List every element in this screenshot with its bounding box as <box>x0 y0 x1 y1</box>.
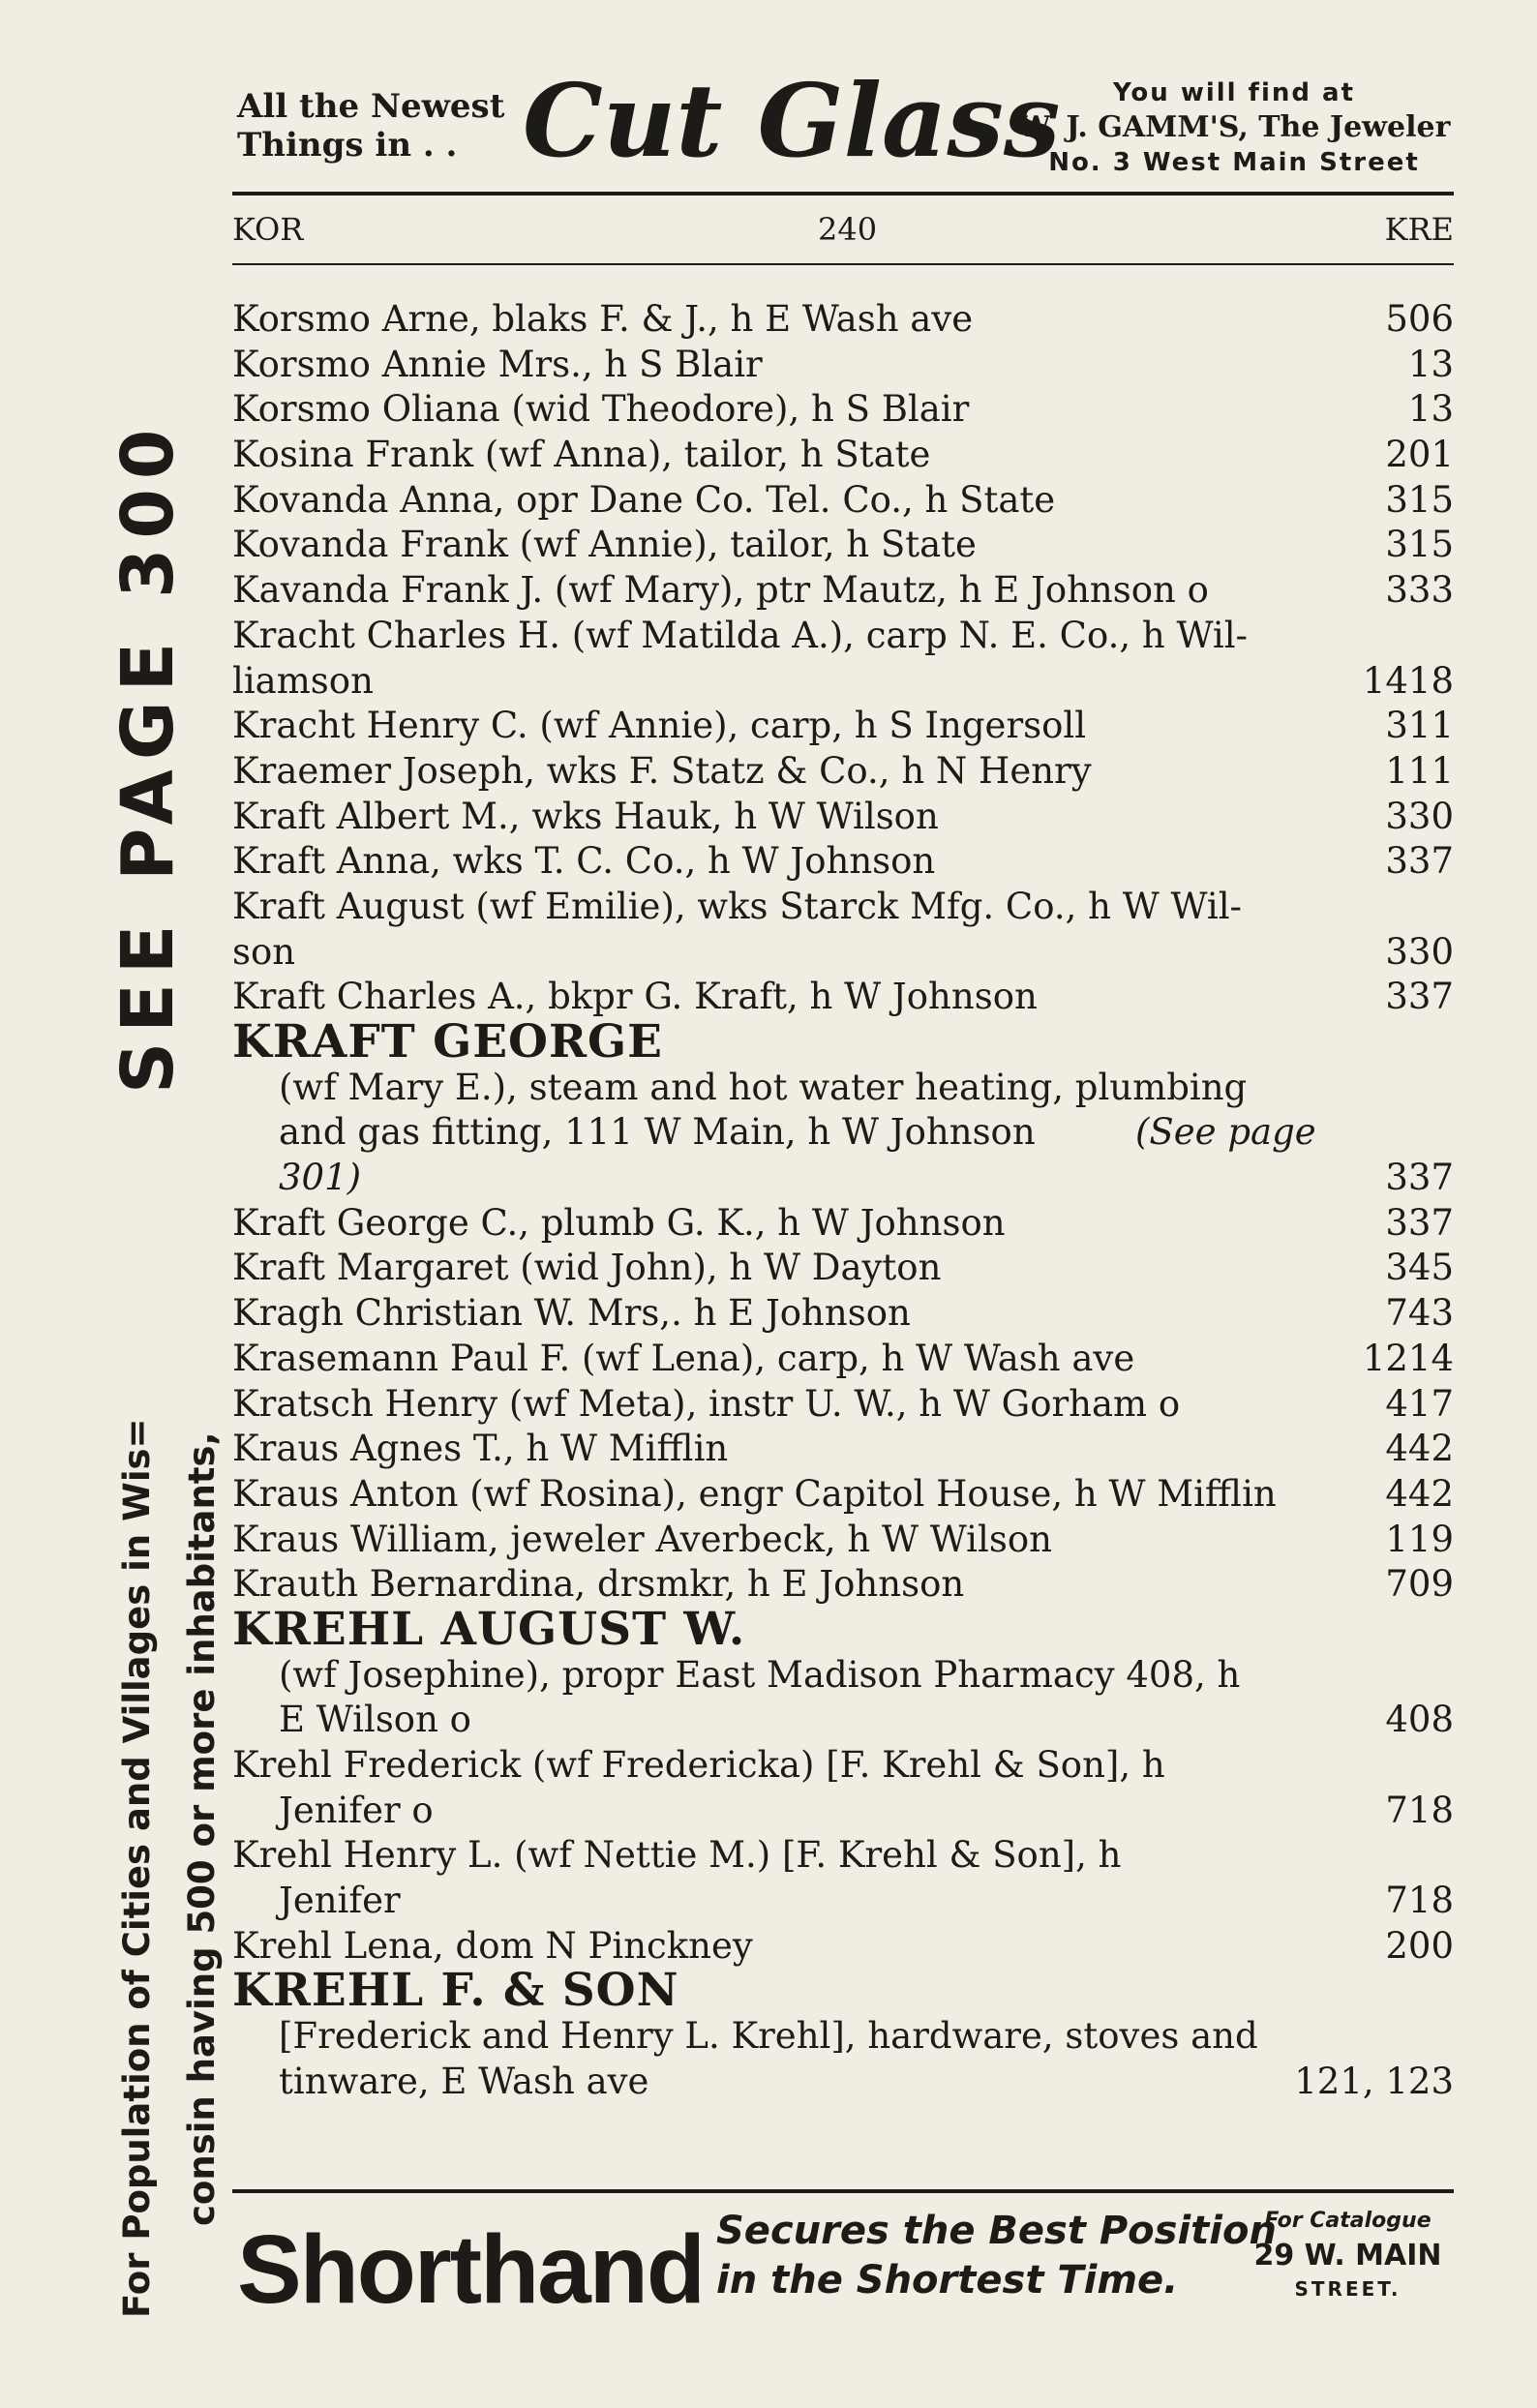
listing-text-main: E Wilson o <box>279 1699 471 1741</box>
listing-text-main: Kraft Albert M., wks Hauk, h W Wilson <box>232 795 939 837</box>
listing-text <box>232 1518 1052 1563</box>
listing-number: 315 <box>1385 478 1454 521</box>
listing-line <box>232 478 1454 524</box>
listing-text <box>232 568 1209 614</box>
top-ad-right-line-3: No. 3 West Main Street <box>1048 148 1420 177</box>
listing-text-main: Kracht Henry C. (wf Annie), carp, h S Ingersoll <box>232 705 1087 747</box>
listing-line <box>232 1427 1454 1472</box>
listing-text-main: Kratsch Henry (wf Meta), instr U. W., h W Gorham o <box>232 1382 1181 1425</box>
listing-text <box>279 1653 1240 1699</box>
top-ad-title: Cut Glass <box>523 61 1061 180</box>
listing-text-main: Krehl Frederick (wf Fredericka) [F. Krehl & Son], h <box>232 1744 1165 1786</box>
sidebar-population-line-1: For Population of Cities and Villages in Wis= <box>116 1418 158 2318</box>
top-ad-right-line-2: W. J. GAMM'S, The Jeweler <box>1017 110 1451 144</box>
listing-line <box>232 885 1454 930</box>
listing-line <box>232 1924 1454 1970</box>
listing-number: 111 <box>1385 749 1454 792</box>
listing-text-main: KREHL F. & SON <box>232 1964 679 2018</box>
listing-text-main: Korsmo Oliana (wid Theodore), h S Blair <box>232 388 970 431</box>
listing-text-main: Kraus Agnes T., h W Mifflin <box>232 1428 729 1470</box>
listing-text <box>232 885 1242 930</box>
listing-number: 119 <box>1385 1518 1454 1560</box>
listing-text <box>232 614 1248 659</box>
listing-line <box>232 1066 1454 1111</box>
listing-number: 1214 <box>1362 1337 1454 1379</box>
listing-number: 337 <box>1385 1157 1454 1199</box>
sidebar-see-page: SEE PAGE 300 <box>106 419 190 1094</box>
listing-text <box>232 704 1086 749</box>
listing-text <box>279 2014 1258 2060</box>
top-ad-right <box>1011 75 1457 180</box>
listing-number: 506 <box>1385 298 1454 340</box>
listing-text-main: KRAFT GEORGE <box>232 1015 664 1069</box>
listing-number: 330 <box>1385 795 1454 837</box>
listing-text-main: Kosina Frank (wf Anna), tailor, h State <box>232 434 931 476</box>
listing-text <box>232 659 374 705</box>
listing-line <box>232 433 1454 478</box>
bottom-ad-right-line-1: For Catalogue <box>1264 2209 1432 2233</box>
listing-number: 442 <box>1385 1472 1454 1515</box>
bottom-ad-right-line-3: STREET. <box>1294 2277 1401 2301</box>
listing-number: 1418 <box>1362 659 1454 702</box>
listing-text <box>279 1789 434 1834</box>
listing-heading <box>232 1015 1454 1069</box>
listing-line <box>232 1291 1454 1337</box>
top-ad-left-line-2: Things in . . <box>237 126 458 165</box>
listing-line <box>232 2014 1454 2060</box>
bottom-ad-tagline-line-1: Secures the Best Position <box>716 2209 1277 2253</box>
listing-line <box>232 749 1454 795</box>
listing-text-main: liamson <box>232 659 374 702</box>
listing-number: 337 <box>1385 840 1454 883</box>
listing-text <box>232 1427 728 1472</box>
listing-text <box>232 1015 664 1069</box>
listing-text <box>232 478 1055 524</box>
top-ad-left-line-1: All the Newest <box>237 87 505 126</box>
listing-text <box>232 1291 911 1337</box>
listing-number: 311 <box>1385 705 1454 747</box>
bottom-divider <box>232 2189 1454 2193</box>
listing-number: 718 <box>1385 1789 1454 1831</box>
listing-text <box>279 1110 1316 1156</box>
listing-text-main: Kraemer Joseph, wks F. Statz & Co., h N Henry <box>232 749 1092 792</box>
listing-line <box>232 930 1454 976</box>
listing-text-main: son <box>232 930 296 973</box>
listing-line <box>232 1246 1454 1291</box>
listing-text-main: Kraft Anna, wks T. C. Co., h W Johnson <box>232 840 936 883</box>
listing-text-main: [Frederick and Henry L. Krehl], hardware, stoves and <box>279 2015 1258 2058</box>
directory-listing <box>232 297 1454 2105</box>
listing-number: 333 <box>1385 569 1454 612</box>
listing-line <box>232 1337 1454 1382</box>
listing-number: 709 <box>1385 1563 1454 1606</box>
listing-line <box>232 1833 1454 1879</box>
listing-text <box>279 1156 361 1201</box>
listing-line <box>232 1562 1454 1608</box>
listing-text-main: tinware, E Wash ave <box>279 2060 649 2102</box>
page-number: 240 <box>818 211 878 248</box>
listing-line <box>232 614 1454 659</box>
see-page-reference: (See page <box>1135 1111 1316 1154</box>
listing-line <box>232 297 1454 343</box>
listing-text <box>232 387 969 433</box>
listing-text-main: Kraft August (wf Emilie), wks Starck Mfg. Co., h W Wil- <box>232 885 1243 927</box>
listing-text-main: Korsmo Annie Mrs., h S Blair <box>232 343 763 385</box>
bottom-ad-right <box>1239 2205 1457 2303</box>
listing-line <box>232 1653 1454 1699</box>
listing-line <box>232 1743 1454 1789</box>
listing-text-main: (wf Josephine), propr East Madison Pharmacy 408, h <box>279 1653 1241 1696</box>
listing-text <box>232 1602 746 1656</box>
listing-text-main: and gas fitting, 111 W Main, h W Johnson <box>279 1111 1036 1154</box>
listing-text <box>232 1201 1006 1247</box>
listing-text-main: Krasemann Paul F. (wf Lena), carp, h W Wash ave <box>232 1337 1135 1379</box>
listing-text <box>232 297 973 343</box>
listing-line <box>232 795 1454 840</box>
top-divider <box>232 192 1454 196</box>
listing-text <box>232 433 930 478</box>
listing-text-main: Jenifer <box>279 1880 401 1922</box>
listing-number: 337 <box>1385 976 1454 1018</box>
listing-text <box>232 749 1092 795</box>
listing-number: 442 <box>1385 1428 1454 1470</box>
listing-number: 121, 123 <box>1294 2060 1454 2102</box>
listing-text <box>279 1066 1247 1111</box>
listing-line <box>232 568 1454 614</box>
listing-text <box>279 1698 471 1743</box>
listing-text <box>232 839 935 885</box>
listing-text-main: (wf Mary E.), steam and hot water heating, plumbing <box>279 1066 1248 1108</box>
listing-number: 408 <box>1385 1699 1454 1741</box>
bottom-ad-title: Shorthand <box>237 2215 704 2324</box>
listing-line <box>232 2060 1454 2105</box>
listing-line <box>232 523 1454 568</box>
listing-number: 417 <box>1385 1382 1454 1425</box>
listing-text-main: Kraft Charles A., bkpr G. Kraft, h W Johnson <box>232 976 1038 1018</box>
bottom-ad-tagline <box>716 2207 1277 2305</box>
listing-text <box>232 1964 679 2018</box>
listing-text-main: Kracht Charles H. (wf Matilda A.), carp N. E. Co., h Wil- <box>232 614 1249 656</box>
listing-text <box>232 1562 964 1608</box>
listing-line <box>232 387 1454 433</box>
listing-line <box>232 704 1454 749</box>
listing-line <box>232 975 1454 1020</box>
header-divider <box>232 263 1454 265</box>
listing-number: 345 <box>1385 1247 1454 1289</box>
listing-number: 330 <box>1385 930 1454 973</box>
listing-text <box>232 343 763 388</box>
listing-text-main: Kovanda Anna, opr Dane Co. Tel. Co., h State <box>232 478 1056 521</box>
listing-number: 200 <box>1385 1924 1454 1967</box>
listing-text <box>232 523 977 568</box>
listing-text <box>279 1879 401 1924</box>
listing-text <box>232 795 939 840</box>
listing-line <box>232 1789 1454 1834</box>
listing-text <box>232 1924 753 1970</box>
listing-number: 201 <box>1385 434 1454 476</box>
listing-number: 718 <box>1385 1880 1454 1922</box>
listing-text-main: Krauth Bernardina, drsmkr, h E Johnson <box>232 1563 965 1606</box>
listing-text-main: Jenifer o <box>279 1789 434 1831</box>
listing-text-main: KREHL AUGUST W. <box>232 1602 746 1656</box>
listing-text-main: Kraft Margaret (wid John), h W Dayton <box>232 1247 942 1289</box>
listing-text-main: Kraft George C., plumb G. K., h W Johnson <box>232 1201 1006 1244</box>
listing-text-main: Kovanda Frank (wf Annie), tailor, h State <box>232 524 977 566</box>
listing-text-main: Krehl Lena, dom N Pinckney <box>232 1924 753 1967</box>
listing-text <box>232 930 295 976</box>
listing-line <box>232 343 1454 388</box>
listing-heading <box>232 1602 1454 1656</box>
listing-text-main: Kraus Anton (wf Rosina), engr Capitol House, h W Mifflin <box>232 1472 1277 1515</box>
listing-text <box>232 975 1038 1020</box>
header-left-guide: KOR <box>232 211 304 248</box>
listing-text-main: Krehl Henry L. (wf Nettie M.) [F. Krehl & Son], h <box>232 1834 1122 1877</box>
listing-number: 13 <box>1407 388 1454 431</box>
listing-line <box>232 1879 1454 1924</box>
bottom-ad-tagline-line-2: in the Shortest Time. <box>716 2258 1179 2303</box>
listing-text-main: Kraus William, jeweler Averbeck, h W Wilson <box>232 1518 1052 1560</box>
see-page-reference: 301) <box>279 1157 362 1199</box>
listing-text <box>232 1246 941 1291</box>
listing-text <box>232 1833 1121 1879</box>
listing-line <box>232 1698 1454 1743</box>
listing-line <box>232 1472 1454 1518</box>
listing-line <box>232 1156 1454 1201</box>
listing-number: 337 <box>1385 1201 1454 1244</box>
listing-text <box>232 1337 1134 1382</box>
listing-line <box>232 1382 1454 1428</box>
listing-number: 315 <box>1385 524 1454 566</box>
listing-text-main: Kragh Christian W. Mrs,. h E Johnson <box>232 1292 911 1335</box>
listing-line <box>232 1518 1454 1563</box>
listing-line <box>232 659 1454 705</box>
listing-line <box>232 1201 1454 1247</box>
listing-text <box>232 1472 1277 1518</box>
listing-number: 743 <box>1385 1292 1454 1335</box>
listing-text-main: Korsmo Arne, blaks F. & J., h E Wash ave <box>232 298 974 340</box>
bottom-ad-right-line-2: 29 W. MAIN <box>1253 2239 1442 2273</box>
listing-text <box>232 1743 1165 1789</box>
sidebar-population-line-2: consin having 500 or more inhabitants, <box>181 1431 223 2226</box>
listing-heading <box>232 1964 1454 2018</box>
listing-text <box>232 1382 1180 1428</box>
listing-text-main: Kavanda Frank J. (wf Mary), ptr Mautz, h E Johnson o <box>232 569 1209 612</box>
listing-number: 13 <box>1407 343 1454 385</box>
listing-text <box>279 2060 648 2105</box>
top-ad-right-line-1: You will find at <box>1112 78 1356 107</box>
top-ad-left <box>237 87 504 165</box>
header-right-guide: KRE <box>1384 211 1454 248</box>
listing-line <box>232 1110 1454 1156</box>
listing-line <box>232 839 1454 885</box>
